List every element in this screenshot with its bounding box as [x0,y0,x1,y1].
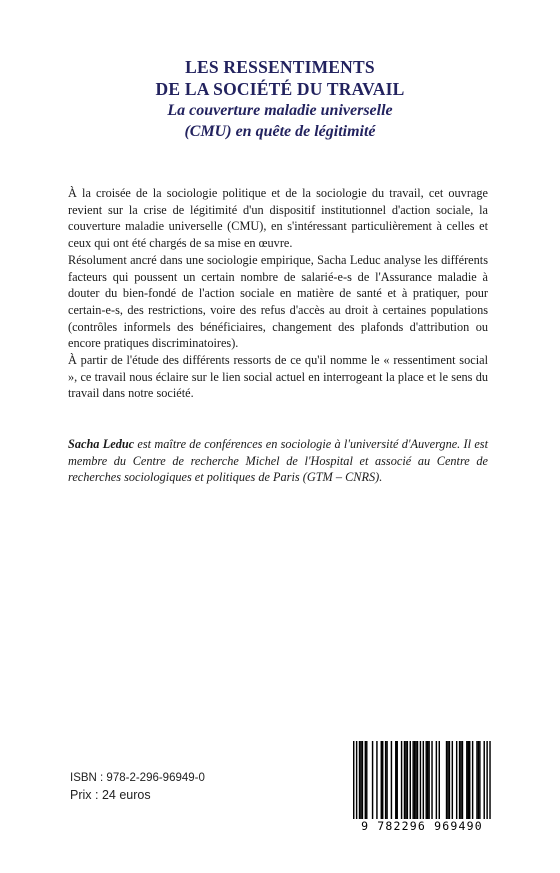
barcode-bar [407,741,408,819]
description-paragraph-3: À partir de l'étude des différents ressorts de ce qu'il nomme le « ressentiment social », ce travail nous éclaire sur le lien social actuel en interrogeant la place et le sens du travail dans notre société. [68,353,488,401]
barcode-bar [395,741,396,819]
barcode-bar [447,741,448,819]
barcode-bar [468,741,469,819]
main-title-line-2: DE LA SOCIÉTÉ DU TRAVAIL [155,79,405,99]
barcode-bar [476,741,477,819]
barcode-bar [459,741,460,819]
barcode-bar [362,741,363,819]
barcode-bar [452,741,453,819]
description-paragraph-1: À la croisée de la sociologie politique et de la sociologie du travail, cet ouvrage revient sur la crise de légitimité d'un dispositif institutionnel d'action sociale, la couverture maladie universelle (CMU), en s'intéressant particulièrement à celles et ceux qui ont été chargés de sa mise en œuvre. [68,186,488,251]
barcode-bar [365,741,366,819]
barcode-bar [366,741,367,819]
barcode-bar [439,741,440,819]
isbn: ISBN : 978-2-296-96949-0 [70,772,205,784]
barcode-bar [410,741,411,819]
barcode-bar [391,741,392,819]
author-bio [68,436,488,486]
barcode-bar [401,741,402,819]
barcode-bar [405,741,406,819]
description-paragraph-2: Résolument ancré dans une sociologie empirique, Sacha Leduc analyse les différents facteurs qui poussent un certain nombre de salarié-e-s de l'Assurance maladie à douter du bien-fondé de l'action sociale en matière de santé et à pratiquer, pour certain-e-s, des restrictions, voire des refus d'accès au droit à certaines populations (contrôles informels des bénéficiaires, changement des plafonds d'attribution ou encore pratiques discriminatoires). [68,252,488,351]
barcode-bar [359,741,360,819]
price: Prix : 24 euros [70,788,151,802]
barcode-bar [414,741,415,819]
main-title-line-1: LES RESSENTIMENTS [185,57,375,77]
author-name: Sacha Leduc [68,437,135,451]
barcode-bar [484,741,485,819]
barcode-bar [386,741,387,819]
subtitle-line-2: (CMU) en quête de légitimité [184,123,376,140]
barcode-bar [420,741,421,825]
barcode-bar [486,741,487,825]
author-bio-text: est maître de conférences en sociologie à l'université d'Auvergne. Il est membre du Centre de recherche Michel de l'Hospital et associé au Centre de recherches sociologiques et politiques de Paris (GTM – CNRS). [68,437,488,485]
barcode-bar [404,741,405,819]
title-block [0,56,560,142]
barcode-bar [376,741,377,819]
barcode-bar [426,741,427,819]
barcode-bar [489,741,490,825]
barcode-bar [372,741,373,819]
barcode-bars [349,741,495,825]
barcode-bar [469,741,470,819]
book-description [68,185,488,402]
barcode-bar [428,741,429,819]
barcode-bar [417,741,418,819]
barcode-bar [460,741,461,819]
barcode-bar [423,741,424,825]
barcode-bar [360,741,361,819]
barcode-bar [353,741,354,825]
barcode-bar [479,741,480,819]
barcode-bar [456,741,457,819]
barcode-bar [472,741,473,819]
barcode-bar [462,741,463,819]
barcode-bar [356,741,357,825]
barcode-bar [385,741,386,819]
barcode-bar [397,741,398,819]
barcode-digits: 9 782296 969490 [349,819,495,833]
subtitle-line-1: La couverture maladie universelle [167,102,393,119]
barcode-bar [427,741,428,819]
barcode-bar [412,741,413,819]
barcode-bar [449,741,450,819]
barcode-bar [382,741,383,819]
barcode-bar [381,741,382,819]
barcode-bar [431,741,432,819]
barcode-bar [446,741,447,819]
barcode-bar [478,741,479,819]
barcode-bar [466,741,467,819]
barcode-bar [415,741,416,819]
barcode [349,741,495,825]
barcode-bar [436,741,437,819]
